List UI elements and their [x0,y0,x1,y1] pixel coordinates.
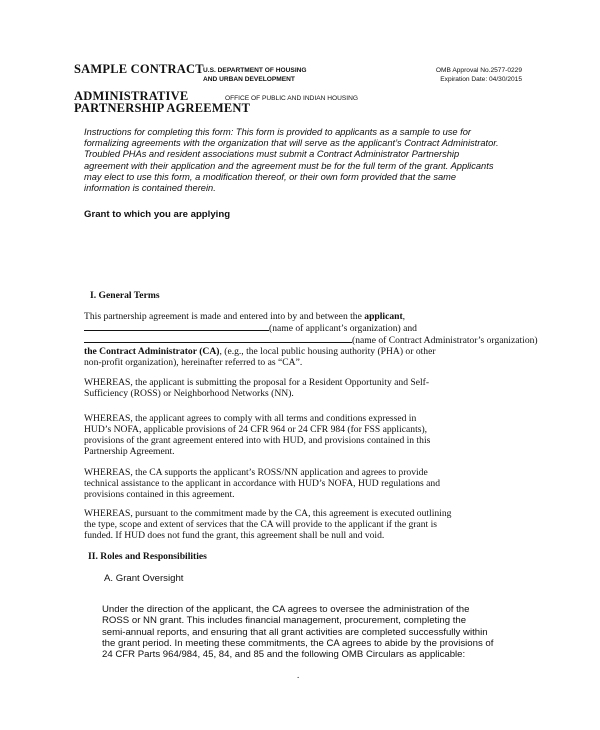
whereas4-line: WHEREAS, pursuant to the commitment made by the CA, this agreement is executed outlining [84,508,452,519]
whereas2-line: WHEREAS, the applicant agrees to comply with all terms and conditions expressed in [84,413,417,424]
whereas2-line: provisions of the grant agreement entered into with HUD, and provisions contained in this [84,435,431,447]
intro-text: This partnership agreement is made and entered into by and between the [84,311,365,322]
whereas2 [84,413,430,457]
whereas2-line: HUD’s NOFA, applicable provisions of 24 CFR 964 or 24 CFR 984 (for FSS applicants), [84,424,428,436]
intro-line [84,311,538,322]
whereas3-line: WHEREAS, the CA supports the applicant’s ROSS/NN application and agrees to provide [84,467,428,478]
whereas3-line: technical assistance to the applicant in accordance with HUD’s NOFA, HUD regulations and [84,478,441,490]
ca-name-blank[interactable] [84,334,352,343]
bullet-mark: . [297,670,300,680]
oversight-line: ROSS or NN grant. This includes financial management, procurement, completing the [102,615,467,627]
whereas4-line: the type, scope and extent of services that the CA will provide to the applicant if the grant is [84,519,438,531]
omb-number: OMB Approval No.2577-0229 [435,67,522,74]
contract-title-line3: PARTNERSHIP AGREEMENT [74,101,251,115]
whereas1 [84,377,429,399]
agency-name [203,66,307,84]
intro-end: , [402,311,406,322]
contract-title-line1: SAMPLE CONTRACT [74,62,204,76]
oversight-line: Under the direction of the applicant, the CA agrees to oversee the administration of the [102,604,470,615]
oversight-line: the grant period. In meeting these commitments, the CA agrees to abide by the provisions of [102,637,494,649]
oversight-line: 24 CFR Parts 964/984, 45, 84, and 85 and the following OMB Circulars as applicable: [102,649,466,661]
whereas1-line: WHEREAS, the applicant is submitting the proposal for a Resident Opportunity and Self- [84,377,430,388]
agency-line1: U.S. DEPARTMENT OF HOUSING [203,67,307,74]
grant-prompt: Grant to which you are applying [84,209,231,220]
instructions-paragraph [84,127,504,194]
grant-oversight-paragraph [102,604,493,660]
instructions-label: Instructions for completing this form: [84,127,234,137]
omb-info [400,66,522,84]
whereas4-line: funded. If HUD does not fund the grant, this agreement shall be null and void. [84,530,385,542]
blank1-label: (name of applicant’s organization) and [269,323,417,335]
ca-line1 [84,346,538,357]
whereas1-line: Sufficiency (ROSS) or Neighborhood Networks (NN). [84,388,294,400]
section2-heading: II. Roles and Responsibilities [88,551,207,562]
whereas4 [84,508,451,541]
blank2-line [84,334,538,346]
whereas3 [84,467,440,500]
expiration-date: Expiration Date: 04/30/2015 [440,76,522,83]
instructions-text: This form is provided to applicants as a sample to use for formalizing agreements with the organization that will serve as the applicant’s Contract Administrator. Troubled PHAs and resident associations must submit a Contract Administrator Partnership agreement with their application and the agreement must be for the full term of the grant. Applicants may elect to use this form, a modification thereof, or their own form provided that the same information is contained therein. [84,127,499,194]
intro-applicant: applicant [364,311,403,322]
whereas2-line: Partnership Agreement. [84,446,175,458]
section1-heading: I. General Terms [90,290,160,301]
whereas3-line: provisions contained in this agreement. [84,489,235,501]
oversight-line: semi-annual reports, and ensuring that all grant activities are completed successfully within [102,626,488,638]
ca-bold: the Contract Administrator (CA) [84,346,220,358]
contract-title-line2: ADMINISTRATIVE [74,89,189,103]
blank2-label: (name of Contract Administrator’s organization) [352,335,538,347]
ca-text1: , (e.g., the local public housing authority (PHA) or other [219,346,436,358]
agency-line2: AND URBAN DEVELOPMENT [203,76,295,83]
blank1-line [84,322,538,334]
ca-line2: non-profit organization), hereinafter referred to as “CA”. [84,357,303,369]
subsection-a-heading: A. Grant Oversight [104,573,184,584]
office-name: OFFICE OF PUBLIC AND INDIAN HOUSING [225,95,358,102]
section1-intro [84,311,538,368]
applicant-name-blank[interactable] [84,322,269,331]
